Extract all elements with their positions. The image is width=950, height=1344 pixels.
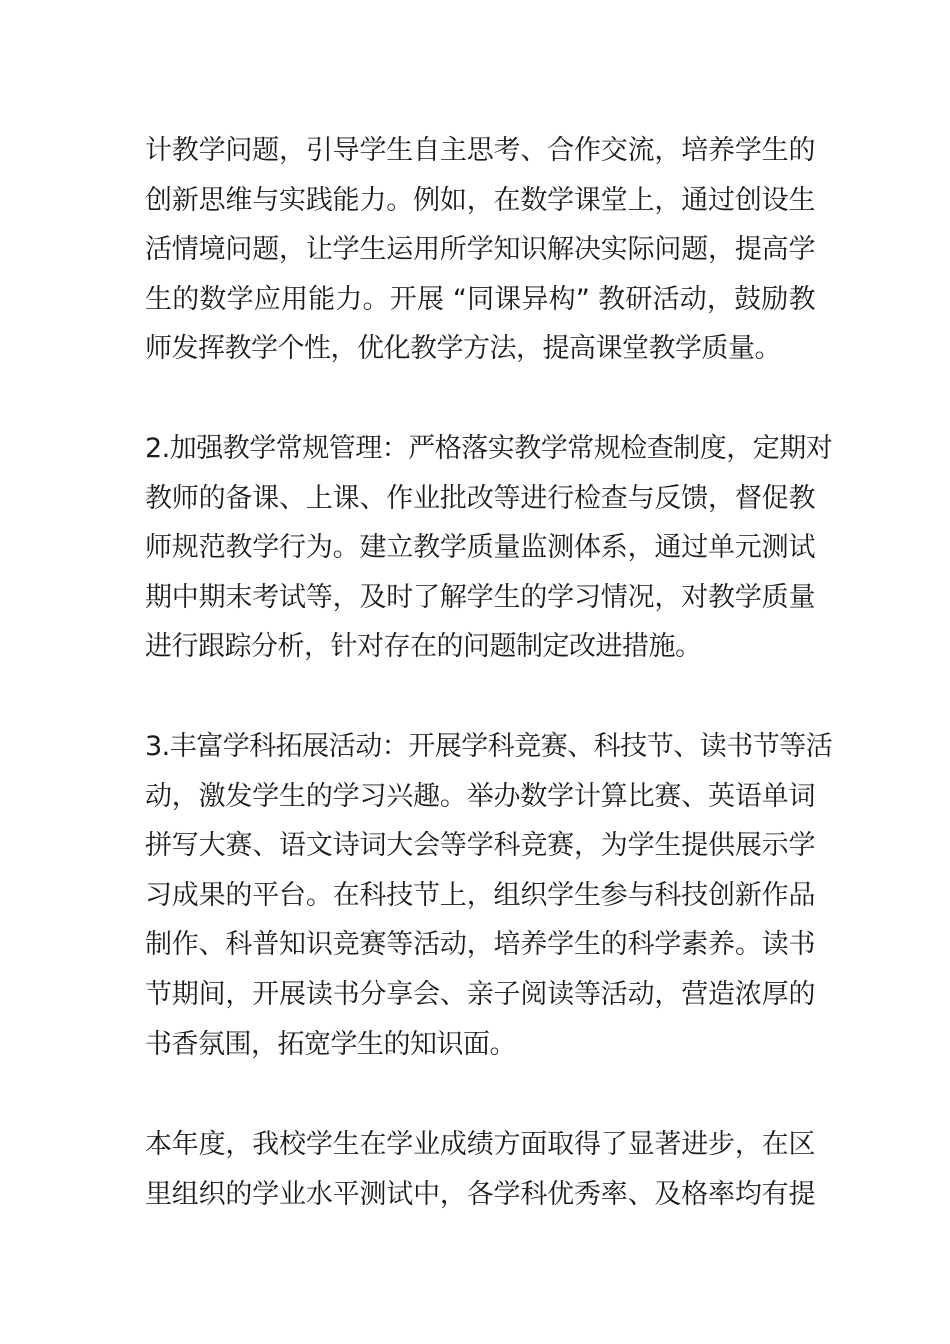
text-line: 计教学问题，引导学生自主思考、合作交流，培养学生的 [145,135,815,166]
text-line: 期中期末考试等，及时了解学生的学习情况，对教学质量 [145,581,815,613]
text-line: 动，激发学生的学习兴趣。举办数学计算比赛、英语单词 [145,780,815,812]
text-line: 活情境问题，让学生运用所学知识解决实际问题，提高学 [145,234,815,266]
text-line: 习成果的平台。在科技节上，组织学生参与科技创新作品 [145,879,815,911]
paragraph-teaching-methods [145,126,815,374]
text-line: 进行跟踪分析，针对存在的问题制定改进措施。 [145,631,702,663]
text-line: 节期间，开展读书分享会、亲子阅读等活动，营造浓厚的 [145,978,815,1010]
text-line: 师发挥教学个性，优化教学方法，提高课堂教学质量。 [145,333,781,365]
text-line: 里组织的学业水平测试中，各学科优秀率、及格率均有提 [145,1178,815,1210]
paragraph-extension-activities [145,722,833,1069]
text-line: 师规范教学行为。建立教学质量监测体系，通过单元测试 [145,532,815,564]
paragraph-academic-results [145,1120,815,1219]
text-line: 创新思维与实践能力。例如，在数学课堂上，通过创设生 [145,184,815,216]
paragraph-routine-management [145,424,833,672]
text-line: 教师的备课、上课、作业批改等进行检查与反馈，督促教 [145,482,815,514]
text-line: 拼写大赛、语文诗词大会等学科竞赛，为学生提供展示学 [145,830,815,862]
text-line: 2.加强教学常规管理：严格落实教学常规检查制度，定期对 [145,433,833,464]
text-line: 书香氛围，拓宽学生的知识面。 [145,1028,516,1060]
text-line: 3.丰富学科拓展活动：开展学科竞赛、科技节、读书节等活 [145,731,833,762]
text-line: 制作、科普知识竞赛等活动，培养学生的科学素养。读书 [145,929,815,961]
text-line: 生的数学应用能力。开展 “同课异构” 教研活动，鼓励教 [145,283,815,315]
text-line: 本年度，我校学生在学业成绩方面取得了显著进步，在区 [145,1129,815,1160]
